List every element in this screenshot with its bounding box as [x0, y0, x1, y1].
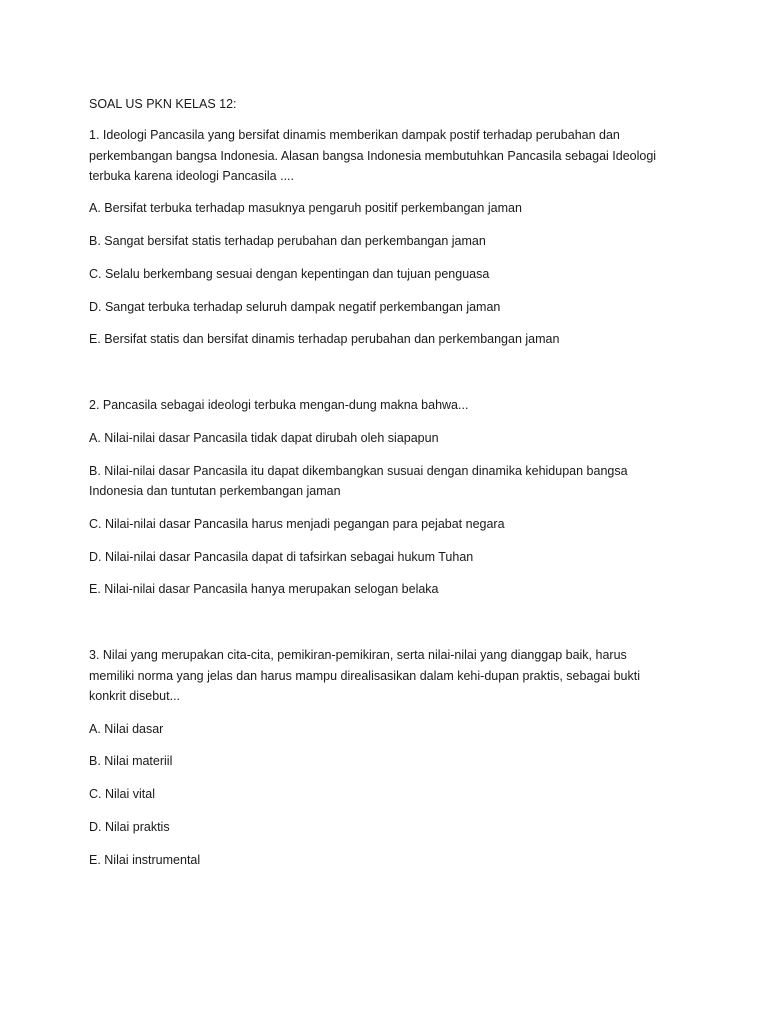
question-2-option-e: E. Nilai-nilai dasar Pancasila hanya merupakan selogan belaka	[89, 582, 439, 596]
question-1-option-d: D. Sangat terbuka terhadap seluruh dampak negatif perkembangan jaman	[89, 300, 501, 314]
question-2-line-1: 2. Pancasila sebagai ideologi terbuka mengan-dung makna bahwa...	[89, 398, 469, 412]
question-1-line-3: terbuka karena ideologi Pancasila ....	[89, 169, 294, 183]
question-3-line-1: 3. Nilai yang merupakan cita-cita, pemikiran-pemikiran, serta nilai-nilai yang dianggap baik, harus	[89, 648, 627, 662]
question-1-option-c: C. Selalu berkembang sesuai dengan kepentingan dan tujuan penguasa	[89, 267, 490, 281]
question-3-option-c: C. Nilai vital	[89, 787, 155, 801]
question-1-option-e: E. Bersifat statis dan bersifat dinamis terhadap perubahan dan perkembangan jaman	[89, 332, 560, 346]
question-3-line-3: konkrit disebut...	[89, 689, 181, 703]
question-1-line-2: perkembangan bangsa Indonesia. Alasan bangsa Indonesia membutuhkan Pancasila sebagai Ideologi	[89, 149, 657, 163]
question-2-option-c: C. Nilai-nilai dasar Pancasila harus menjadi pegangan para pejabat negara	[89, 517, 505, 531]
question-3-option-b: B. Nilai materiil	[89, 754, 173, 768]
question-2-option-d: D. Nilai-nilai dasar Pancasila dapat di tafsirkan sebagai hukum Tuhan	[89, 550, 474, 564]
question-3-line-2: memiliki norma yang jelas dan harus mampu direalisasikan dalam kehi-dupan praktis, sebagai bukti	[89, 669, 640, 683]
question-3-option-d: D. Nilai praktis	[89, 820, 170, 834]
question-2-option-a: A. Nilai-nilai dasar Pancasila tidak dapat dirubah oleh siapapun	[89, 431, 439, 445]
question-1-option-b: B. Sangat bersifat statis terhadap perubahan dan perkembangan jaman	[89, 234, 486, 248]
question-3-option-a: A. Nilai dasar	[89, 722, 164, 736]
question-1-option-a: A. Bersifat terbuka terhadap masuknya pengaruh positif perkembangan jaman	[89, 201, 522, 215]
document-title: SOAL US PKN KELAS 12:	[89, 97, 237, 111]
question-1-line-1: 1. Ideologi Pancasila yang bersifat dinamis memberikan dampak postif terhadap perubahan dan	[89, 128, 620, 142]
question-2-option-b-cont: Indonesia dan tuntutan perkembangan jaman	[89, 484, 341, 498]
question-3-option-e: E. Nilai instrumental	[89, 853, 201, 867]
question-2-option-b: B. Nilai-nilai dasar Pancasila itu dapat dikembangkan susuai dengan dinamika kehidupan bangsa	[89, 464, 628, 478]
